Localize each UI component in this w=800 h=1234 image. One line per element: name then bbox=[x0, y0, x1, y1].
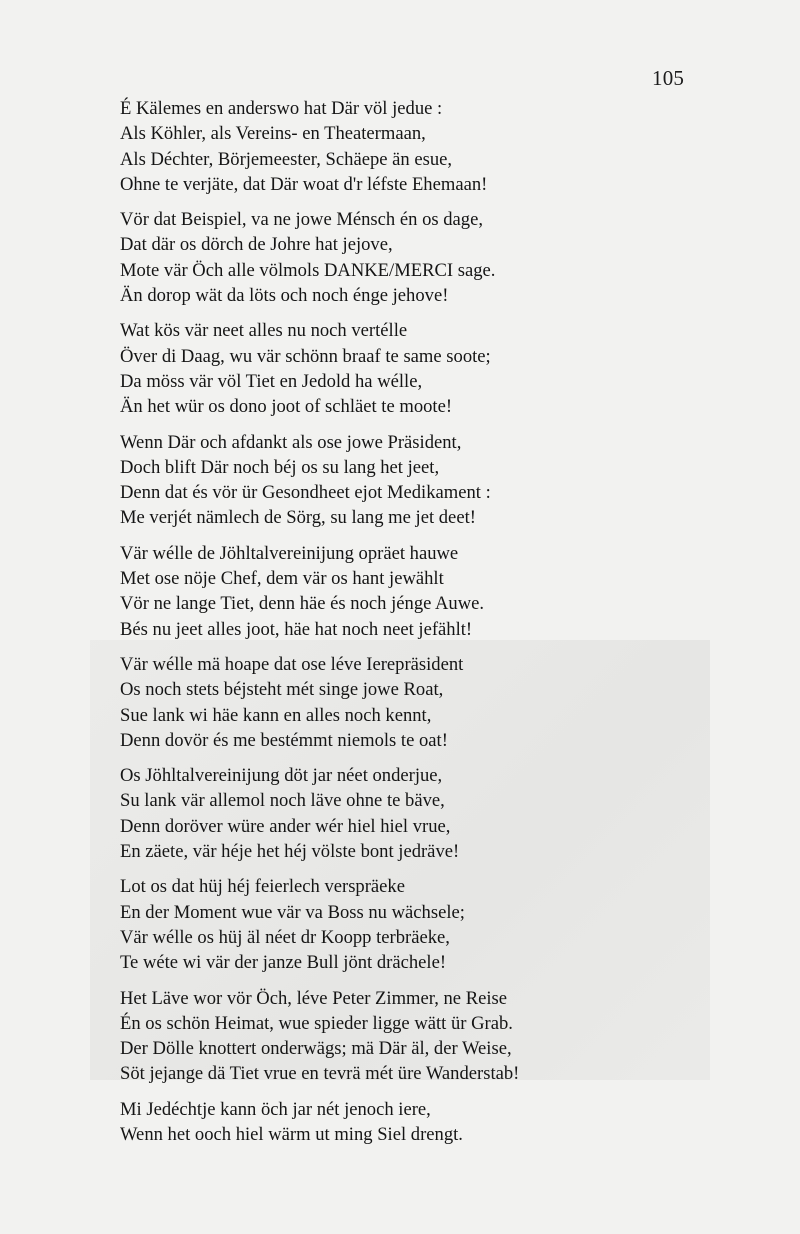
poem-line: Mi Jedéchtje kann öch jar nét jenoch iere, bbox=[120, 1098, 431, 1120]
poem-line: Het Läve wor vör Öch, léve Peter Zimmer, ne Reise bbox=[120, 987, 508, 1009]
stanza bbox=[120, 207, 710, 308]
poem-line: Der Dölle knottert onderwägs; mä Där äl, der Weise, bbox=[120, 1038, 512, 1060]
poem-line: Sue lank wi häe kann en alles noch kennt, bbox=[120, 704, 432, 726]
poem-line: Wat kös vär neet alles nu noch vertélle bbox=[120, 320, 408, 342]
stanza bbox=[120, 652, 710, 753]
poem-line: Denn dovör és me bestémmt niemols te oat! bbox=[120, 729, 448, 751]
stanza bbox=[120, 763, 710, 864]
poem-line: Da möss vär völ Tiet en Jedold ha wélle, bbox=[120, 370, 423, 392]
poem-line: Vör dat Beispiel, va ne jowe Ménsch én os dage, bbox=[120, 209, 483, 231]
stanza bbox=[120, 96, 710, 197]
poem-line: Vör ne lange Tiet, denn häe és noch jénge Auwe. bbox=[120, 593, 485, 615]
poem-line: É Kälemes en anderswo hat Där völ jedue : bbox=[120, 98, 443, 119]
stanza bbox=[120, 541, 710, 642]
poem-line: Als Déchter, Börjemeester, Schäepe än esue, bbox=[120, 148, 453, 170]
poem-line: Me verjét nämlech de Sörg, su lang me jet deet! bbox=[120, 507, 476, 529]
poem-line: Mote vär Öch alle völmols DANKE/MERCI sage. bbox=[120, 259, 496, 281]
poem-line: En der Moment wue vär va Boss nu wächsele; bbox=[120, 901, 465, 923]
poem-line: Os noch stets béjsteht mét singe jowe Roat, bbox=[120, 679, 444, 701]
poem-line: Denn doröver würe ander wér hiel hiel vrue, bbox=[120, 815, 451, 837]
poem-line: Lot os dat hüj héj feierlech verspräeke bbox=[120, 876, 405, 898]
poem-line: Met ose nöje Chef, dem vär os hant jewählt bbox=[120, 568, 444, 590]
poem-line: Dat där os dörch de Johre hat jejove, bbox=[120, 234, 393, 256]
poem-line: Än dorop wät da löts och noch énge jehove! bbox=[120, 285, 449, 307]
poem-line: Én os schön Heimat, wue spieder ligge wätt ür Grab. bbox=[120, 1012, 513, 1034]
poem-line: Als Köhler, als Vereins- en Theatermaan, bbox=[120, 123, 426, 145]
poem-line: Su lank vär allemol noch läve ohne te bäve, bbox=[120, 790, 445, 812]
poem-line: Vär wélle de Jöhltalvereinijung opräet hauwe bbox=[120, 542, 459, 564]
poem-line: Söt jejange dä Tiet vrue en tevrä mét üre Wanderstab! bbox=[120, 1063, 520, 1085]
poem-line: Os Jöhltalvereinijung döt jar néet onderjue, bbox=[120, 765, 443, 787]
poem bbox=[120, 96, 710, 1157]
stanza bbox=[120, 318, 710, 419]
poem-line: Över di Daag, wu vär schönn braaf te same soote; bbox=[120, 345, 491, 367]
stanza bbox=[120, 986, 710, 1087]
poem-line: Doch blift Där noch béj os su lang het jeet, bbox=[120, 456, 440, 478]
stanza bbox=[120, 1097, 710, 1148]
poem-line: Än het wür os dono joot of schläet te moote! bbox=[120, 396, 453, 418]
poem-line: Te wéte wi vär der janze Bull jönt drächele! bbox=[120, 952, 447, 974]
poem-line: Wenn het ooch hiel wärm ut ming Siel drengt. bbox=[120, 1123, 463, 1145]
page-number: 105 bbox=[652, 66, 685, 90]
stanza bbox=[120, 430, 710, 531]
poem-line: En zäete, vär héje het héj völste bont jedräve! bbox=[120, 841, 460, 863]
poem-line: Vär wélle mä hoape dat ose léve Ierepräsident bbox=[120, 653, 464, 675]
poem-line: Vär wélle os hüj äl néet dr Koopp terbräeke, bbox=[120, 926, 450, 948]
poem-line: Denn dat és vör ür Gesondheet ejot Medikament : bbox=[120, 482, 491, 504]
stanza bbox=[120, 874, 710, 975]
poem-line: Ohne te verjäte, dat Där woat d'r léfste Ehemaan! bbox=[120, 173, 488, 195]
poem-line: Bés nu jeet alles joot, häe hat noch neet jefählt! bbox=[120, 618, 473, 640]
poem-line: Wenn Där och afdankt als ose jowe Präsident, bbox=[120, 431, 462, 453]
